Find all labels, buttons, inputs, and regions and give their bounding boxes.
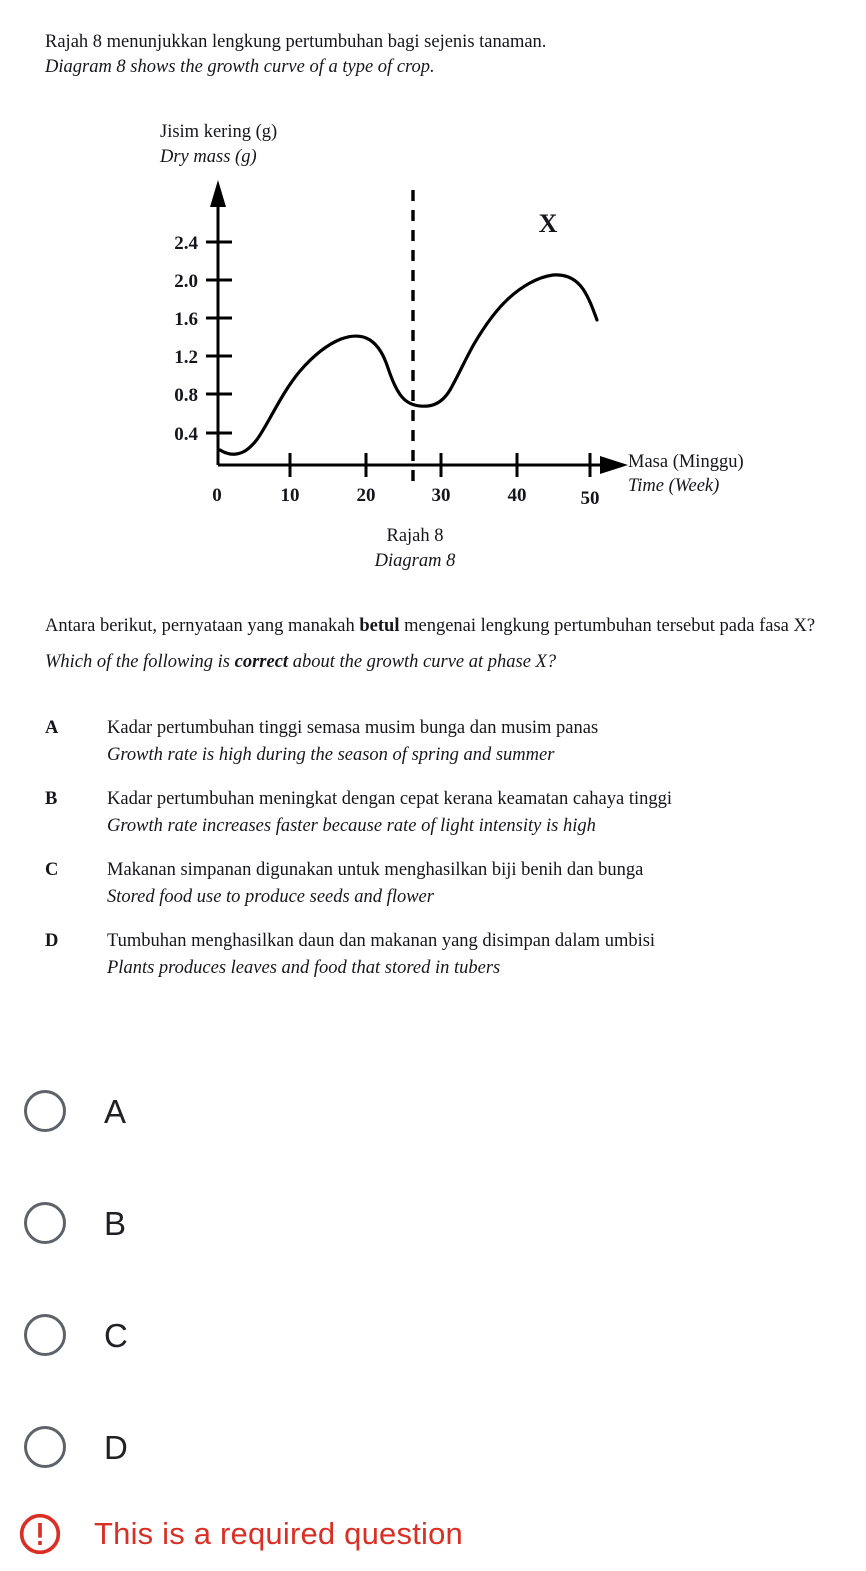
x-tick-label-20: 20: [356, 485, 376, 506]
choice-b-malay: Kadar pertumbuhan meningkat dengan cepat kerana keamatan cahaya tinggi: [107, 789, 673, 809]
radio-option-b-label: B: [104, 1204, 127, 1242]
choice-c-malay: Makanan simpanan digunakan untuk menghasilkan biji benih dan bunga: [107, 860, 644, 880]
choice-c: [45, 857, 845, 911]
y-tick-label-0-8: 0.8: [174, 385, 198, 406]
figure-caption-english: Diagram 8: [374, 551, 456, 571]
choice-b-letter: B: [45, 789, 58, 809]
y-axis-tick-labels: [174, 233, 198, 445]
choice-a-body: [107, 715, 845, 769]
y-tick-label-2-4: 2.4: [174, 233, 198, 254]
radio-option-a-label: A: [104, 1092, 127, 1130]
prompt-english-part2: about the growth curve at phase X?: [288, 652, 557, 672]
choice-d-body: [107, 928, 845, 982]
question-stem: [45, 30, 835, 80]
radio-button-c-icon[interactable]: [24, 1314, 66, 1356]
choice-b-body: [107, 786, 845, 840]
radio-button-d-icon[interactable]: [24, 1426, 66, 1468]
radio-option-d-label: D: [104, 1428, 128, 1466]
choice-c-body: [107, 857, 845, 911]
prompt-english-keyword: correct: [234, 652, 289, 672]
stem-malay: Rajah 8 menunjukkan lengkung pertumbuhan bagi sejenis tanaman.: [45, 32, 547, 52]
radio-option-d[interactable]: [0, 1391, 866, 1503]
choice-a-malay: Kadar pertumbuhan tinggi semasa musim bunga dan musim panas: [107, 718, 599, 738]
phase-x-marker: X: [538, 209, 558, 238]
prompt-english: [45, 649, 845, 675]
x-tick-label-50: 50: [580, 488, 600, 509]
y-tick-label-1-6: 1.6: [174, 309, 198, 330]
prompt-malay: [45, 613, 845, 639]
stem-english: Diagram 8 shows the growth curve of a type of crop.: [45, 57, 435, 77]
y-axis-arrowhead: [210, 180, 226, 207]
x-axis-title-malay: Masa (Minggu): [628, 452, 744, 472]
x-tick-label-40: 40: [507, 485, 527, 506]
question-prompt: [45, 613, 845, 675]
choice-b-english: Growth rate increases faster because rate of light intensity is high: [107, 816, 596, 836]
radio-option-c[interactable]: [0, 1279, 866, 1391]
y-tick-label-0-4: 0.4: [174, 424, 198, 445]
error-exclamation-icon: [18, 1512, 62, 1556]
x-tick-label-30: 30: [431, 485, 451, 506]
radio-option-b[interactable]: [0, 1167, 866, 1279]
figure-caption-malay: Rajah 8: [386, 526, 444, 546]
x-axis-title: [628, 450, 858, 498]
x-tick-label-0: 0: [212, 485, 222, 506]
growth-curve-path: [220, 275, 597, 454]
y-tick-label-1-2: 1.2: [174, 347, 198, 368]
prompt-english-part1: Which of the following is: [45, 652, 235, 672]
choice-a-english: Growth rate is high during the season of spring and summer: [107, 745, 555, 765]
diagram-8: [0, 112, 866, 577]
figure-caption: [0, 524, 830, 574]
choice-d-letter: D: [45, 931, 59, 951]
required-question-error: [18, 1512, 463, 1556]
y-tick-label-2-0: 2.0: [174, 271, 198, 292]
prompt-malay-keyword: betul: [359, 616, 400, 636]
choice-d: [45, 928, 845, 982]
x-axis-tick-labels: [212, 485, 599, 509]
radio-option-c-label: C: [104, 1316, 128, 1354]
choice-d-english: Plants produces leaves and food that stored in tubers: [107, 958, 501, 978]
x-axis-arrowhead: [600, 456, 628, 474]
y-axis-title-malay: Jisim kering (g): [160, 122, 278, 142]
radio-option-a[interactable]: [0, 1055, 866, 1167]
prompt-malay-part2: mengenai lengkung pertumbuhan tersebut pada fasa X?: [399, 616, 816, 636]
y-axis-title-english: Dry mass (g): [160, 147, 257, 167]
choice-c-letter: C: [45, 860, 59, 880]
prompt-malay-part1: Antara berikut, pernyataan yang manakah: [45, 616, 360, 636]
choice-list: [45, 715, 845, 999]
x-tick-label-10: 10: [280, 485, 300, 506]
choice-a: [45, 715, 845, 769]
choice-b: [45, 786, 845, 840]
x-axis-title-english: Time (Week): [628, 476, 720, 496]
choice-d-malay: Tumbuhan menghasilkan daun dan makanan yang disimpan dalam umbisi: [107, 931, 656, 951]
radio-group: [0, 1055, 866, 1503]
choice-c-english: Stored food use to produce seeds and flower: [107, 887, 434, 907]
radio-button-b-icon[interactable]: [24, 1202, 66, 1244]
radio-button-a-icon[interactable]: [24, 1090, 66, 1132]
required-question-text: This is a required question: [94, 1516, 463, 1551]
choice-a-letter: A: [45, 718, 59, 738]
